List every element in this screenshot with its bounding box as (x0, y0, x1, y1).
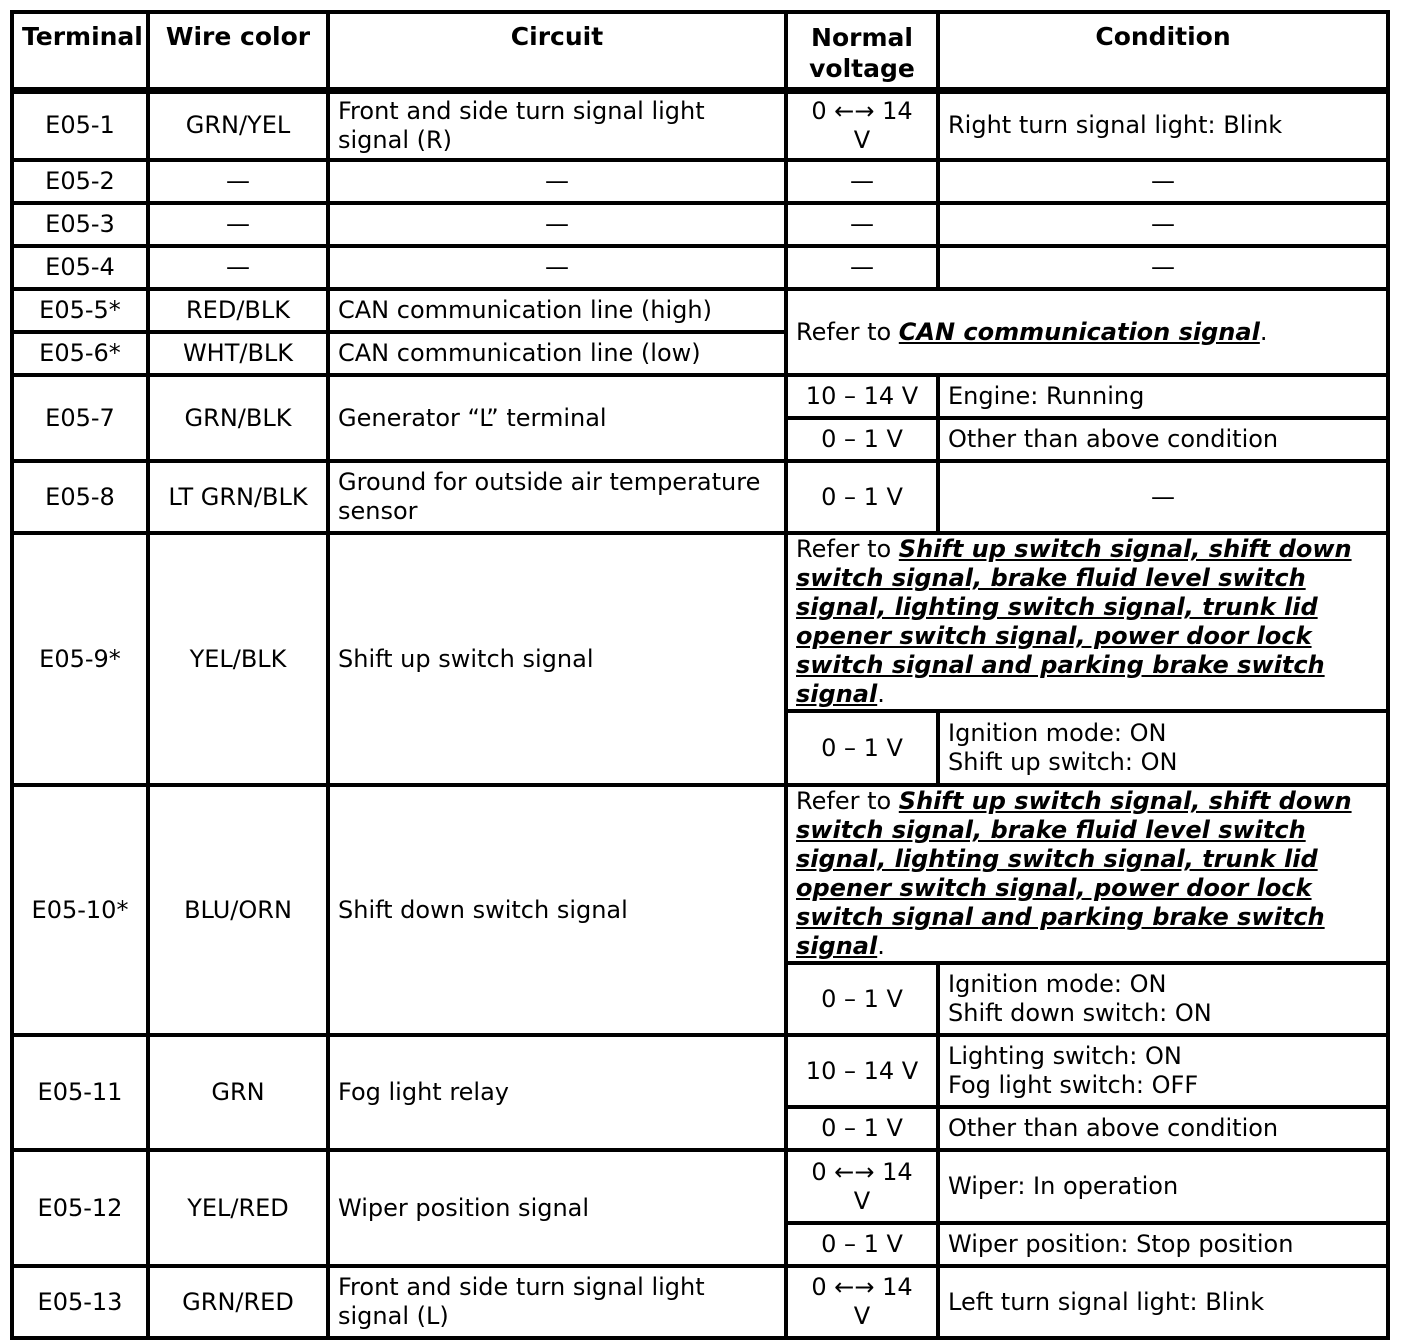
voltage-cell: — (786, 203, 938, 246)
terminal-cell: E05-2 (12, 160, 148, 203)
terminal-cell: E05-1 (12, 90, 148, 160)
refer-prefix: Refer to (796, 535, 899, 563)
condition-cell: — (938, 203, 1388, 246)
terminal-cell: E05-13 (12, 1266, 148, 1338)
wire-color-cell: — (148, 160, 328, 203)
table-row (12, 160, 1388, 203)
condition-cell: Other than above condition (938, 418, 1388, 461)
circuit-cell: Fog light relay (328, 1035, 786, 1150)
wire-color-cell: GRN/RED (148, 1266, 328, 1338)
wire-color-cell: GRN/BLK (148, 375, 328, 461)
circuit-cell: Shift down switch signal (328, 785, 786, 1035)
voltage-line1: 0 ←→ 14 (811, 1157, 913, 1186)
condition-cell: Right turn signal light: Blink (938, 90, 1388, 160)
circuit-cell: CAN communication line (high) (328, 289, 786, 332)
voltage-cell: 0 – 1 V (786, 461, 938, 533)
wire-color-cell: — (148, 203, 328, 246)
condition-cell (938, 1035, 1388, 1107)
terminal-cell: E05-4 (12, 246, 148, 289)
voltage-line1: 0 ←→ 14 (811, 96, 913, 125)
wire-color-cell: YEL/BLK (148, 533, 328, 785)
table-row (12, 246, 1388, 289)
voltage-line2: V (853, 1186, 871, 1215)
voltage-line1: 0 ←→ 14 (811, 1273, 913, 1301)
condition-cell (938, 963, 1388, 1035)
wire-color-cell: — (148, 246, 328, 289)
table-row (12, 461, 1388, 533)
voltage-cell: 10 – 14 V (786, 1035, 938, 1107)
terminal-cell: E05-8 (12, 461, 148, 533)
voltage-cell (786, 90, 938, 160)
condition-cell: Wiper: In operation (938, 1150, 1388, 1223)
refer-prefix: Refer to (796, 787, 899, 815)
condition-line2: Shift up switch: ON (948, 748, 1178, 776)
condition-cell: — (938, 246, 1388, 289)
switch-signals-link[interactable]: Shift up switch signal, shift down switch signal, brake fluid level switch signal, lighting switch signal, trunk lid opener switch signal, power door lock switch signal and parking brake switch signal (796, 535, 1352, 708)
table-row (12, 785, 1388, 963)
voltage-line2: V (853, 125, 871, 154)
table-row (12, 1035, 1388, 1107)
header-terminal: Terminal (12, 12, 148, 90)
terminal-cell: E05-10* (12, 785, 148, 1035)
terminal-cell: E05-5* (12, 289, 148, 332)
condition-line1: Lighting switch: ON (948, 1042, 1182, 1070)
wire-color-cell: BLU/ORN (148, 785, 328, 1035)
voltage-cell: 10 – 14 V (786, 375, 938, 418)
header-normal-voltage (786, 12, 938, 90)
header-circuit: Circuit (328, 12, 786, 90)
voltage-cell: 0 – 1 V (786, 963, 938, 1035)
can-signal-link[interactable]: CAN communication signal (898, 317, 1260, 346)
table-row (12, 1150, 1388, 1223)
table-row (12, 90, 1388, 160)
circuit-cell: Shift up switch signal (328, 533, 786, 785)
circuit-cell: — (328, 246, 786, 289)
can-reference-cell (786, 289, 1388, 375)
terminal-cell: E05-3 (12, 203, 148, 246)
voltage-line2: V (853, 1302, 871, 1330)
circuit-cell: Wiper position signal (328, 1150, 786, 1266)
voltage-cell: — (786, 160, 938, 203)
table-row (12, 375, 1388, 418)
voltage-cell: 0 – 1 V (786, 418, 938, 461)
wire-color-cell: LT GRN/BLK (148, 461, 328, 533)
refer-suffix: . (877, 932, 885, 960)
condition-cell: — (938, 160, 1388, 203)
switch-reference-cell (786, 785, 1388, 963)
wire-color-cell: WHT/BLK (148, 332, 328, 375)
terminal-table (10, 10, 1390, 1340)
voltage-cell: 0 – 1 V (786, 1107, 938, 1150)
wire-color-cell: GRN (148, 1035, 328, 1150)
table-row (12, 289, 1388, 332)
condition-line1: Ignition mode: ON (948, 970, 1167, 998)
circuit-cell: Ground for outside air temperature sensor (328, 461, 786, 533)
circuit-cell: Front and side turn signal light signal (L) (328, 1266, 786, 1338)
voltage-cell (786, 1150, 938, 1223)
switch-reference-cell (786, 533, 1388, 711)
refer-prefix: Refer to (796, 317, 899, 346)
refer-suffix: . (877, 680, 885, 708)
circuit-cell: — (328, 160, 786, 203)
voltage-cell: 0 – 1 V (786, 711, 938, 785)
condition-line2: Shift down switch: ON (948, 999, 1212, 1027)
circuit-cell: Front and side turn signal light signal (R) (328, 90, 786, 160)
terminal-cell: E05-12 (12, 1150, 148, 1266)
terminal-cell: E05-11 (12, 1035, 148, 1150)
table-row (12, 533, 1388, 711)
voltage-cell (786, 1266, 938, 1338)
voltage-cell: — (786, 246, 938, 289)
voltage-cell: 0 – 1 V (786, 1223, 938, 1266)
condition-line2: Fog light switch: OFF (948, 1071, 1199, 1099)
wire-color-cell: GRN/YEL (148, 90, 328, 160)
condition-cell: — (938, 461, 1388, 533)
terminal-cell: E05-7 (12, 375, 148, 461)
table-row (12, 203, 1388, 246)
circuit-cell: — (328, 203, 786, 246)
condition-line1: Ignition mode: ON (948, 719, 1167, 747)
condition-cell: Other than above condition (938, 1107, 1388, 1150)
condition-cell: Wiper position: Stop position (938, 1223, 1388, 1266)
circuit-cell: Generator “L” terminal (328, 375, 786, 461)
header-row (12, 12, 1388, 90)
terminal-cell: E05-9* (12, 533, 148, 785)
table-row (12, 1266, 1388, 1338)
header-normal-voltage-line1: Normal (811, 23, 913, 52)
condition-cell: Engine: Running (938, 375, 1388, 418)
condition-cell (938, 711, 1388, 785)
circuit-cell: CAN communication line (low) (328, 332, 786, 375)
wire-color-cell: RED/BLK (148, 289, 328, 332)
header-condition: Condition (938, 12, 1388, 90)
condition-cell: Left turn signal light: Blink (938, 1266, 1388, 1338)
wire-color-cell: YEL/RED (148, 1150, 328, 1266)
terminal-cell: E05-6* (12, 332, 148, 375)
header-wire-color: Wire color (148, 12, 328, 90)
header-normal-voltage-line2: voltage (809, 54, 915, 83)
switch-signals-link[interactable]: Shift up switch signal, shift down switch signal, brake fluid level switch signal, lighting switch signal, trunk lid opener switch signal, power door lock switch signal and parking brake switch signal (796, 787, 1352, 960)
refer-suffix: . (1259, 317, 1268, 346)
